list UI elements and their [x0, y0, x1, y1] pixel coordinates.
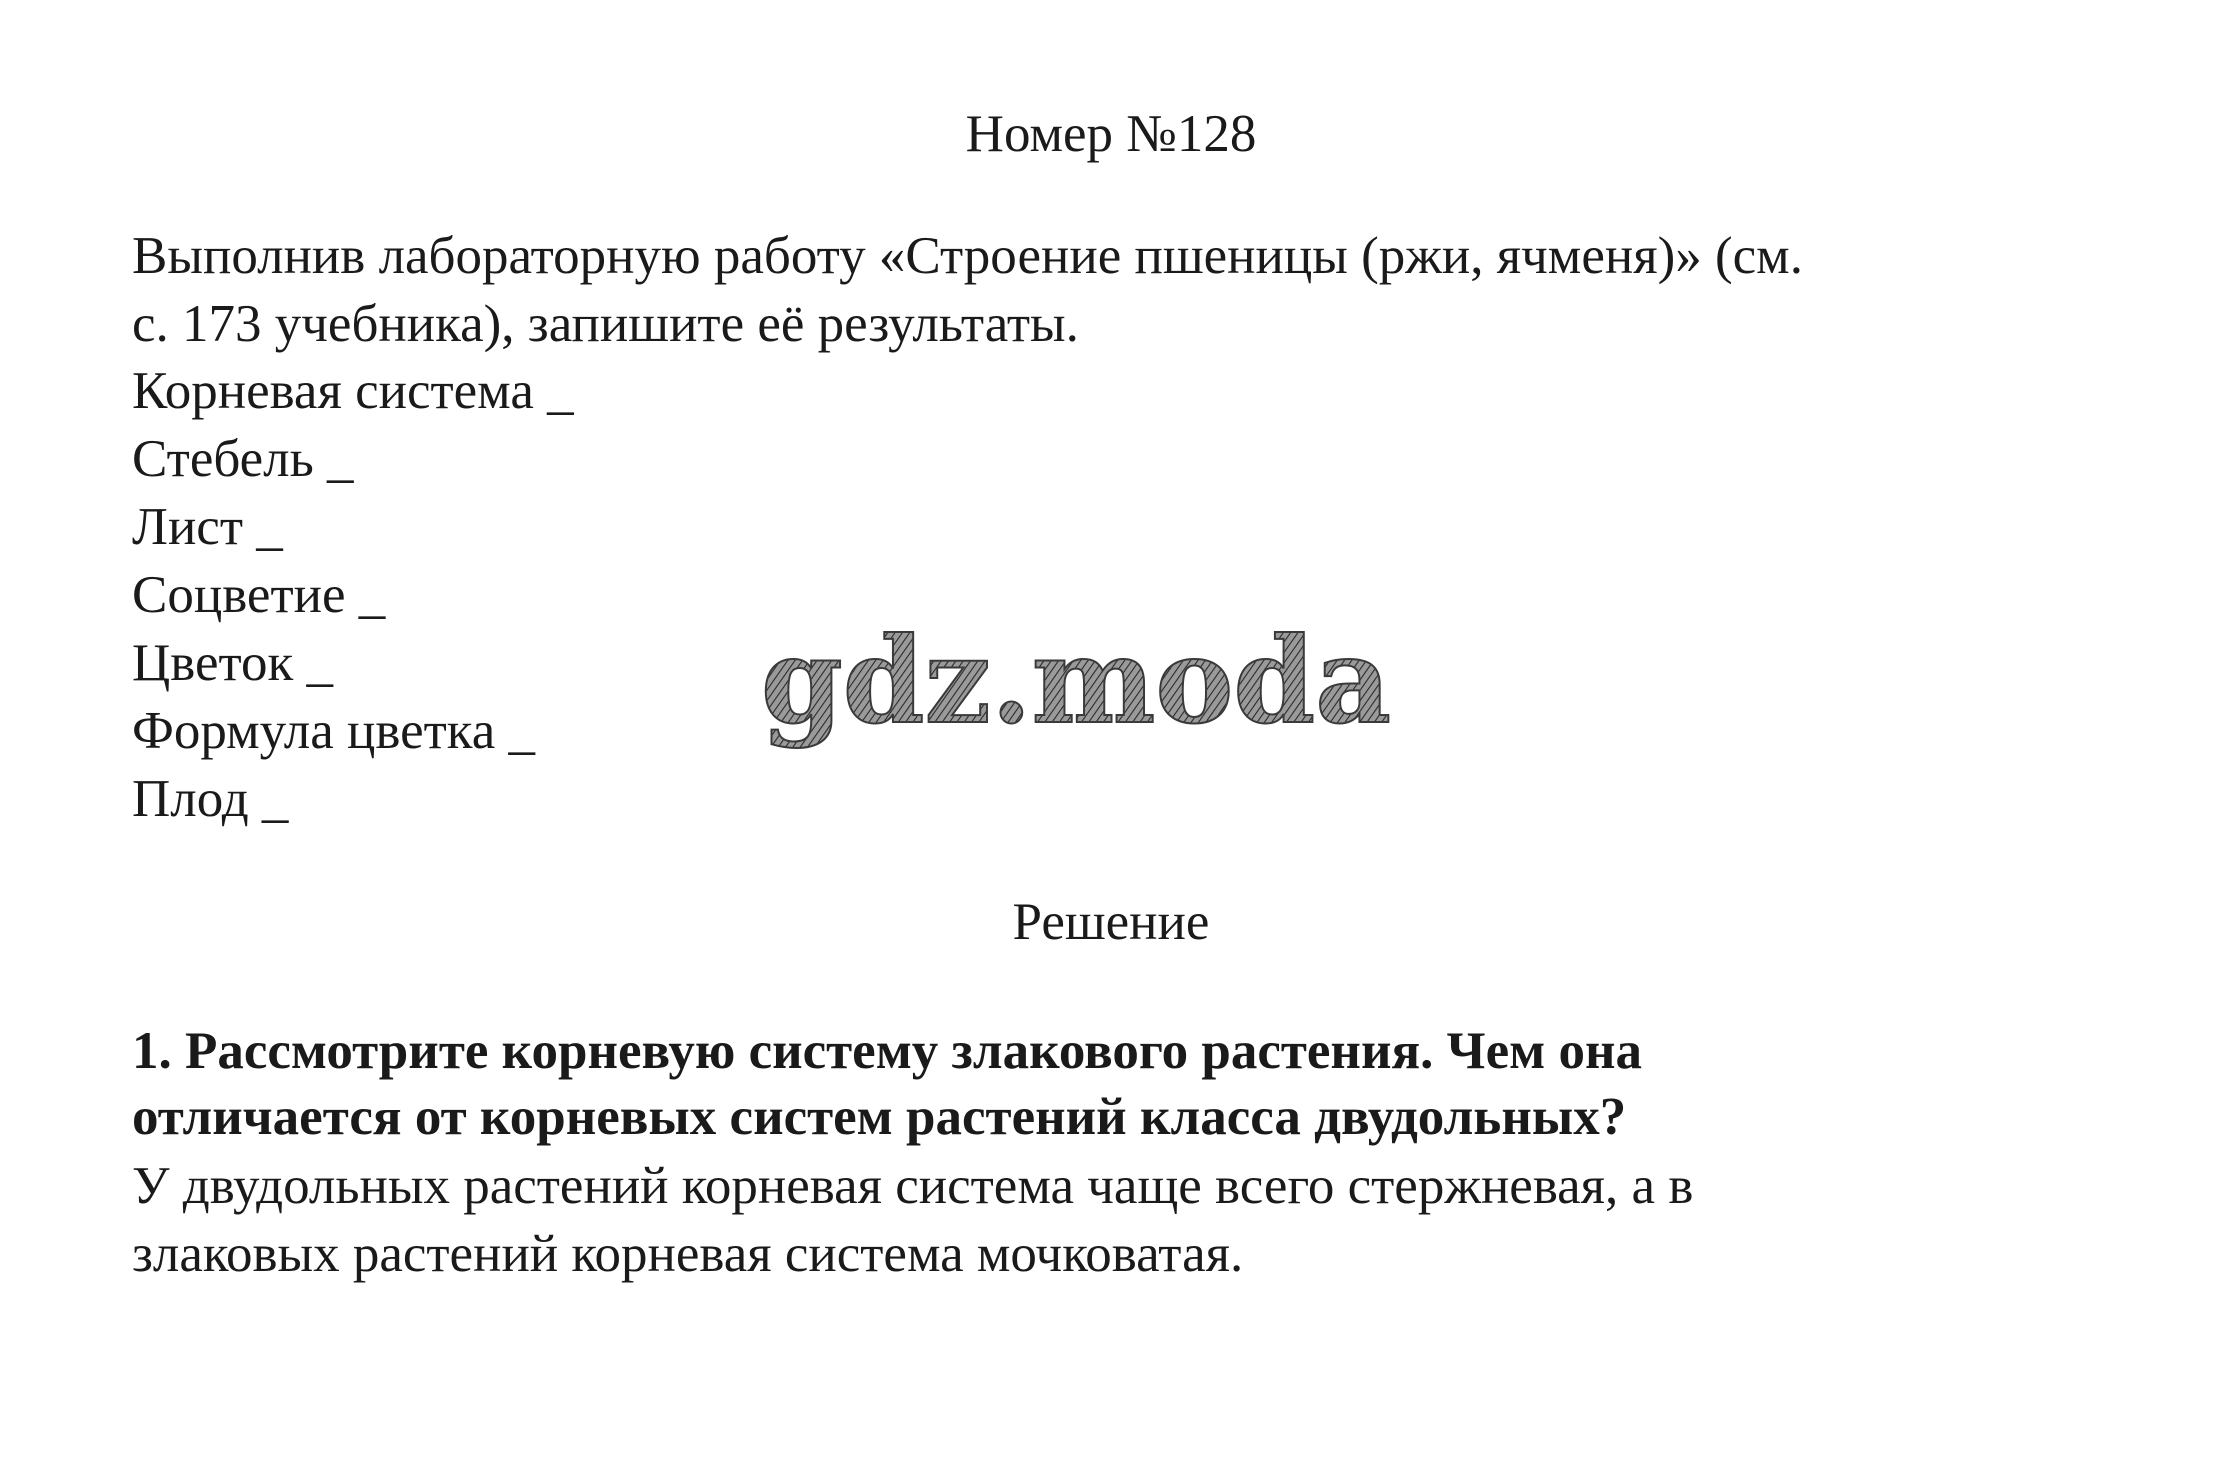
- page-title: Номер №128: [965, 105, 1257, 163]
- solution-heading: Решение: [1012, 893, 1210, 951]
- task-text: [132, 222, 2112, 358]
- answer-line-2: злаковых растений корневая система мочковатая.: [132, 1225, 1244, 1283]
- field-flower-formula: Формула цветка _: [132, 702, 535, 760]
- field-fruit: Плод _: [132, 770, 289, 828]
- watermark-logo: [755, 612, 1405, 782]
- field-stem: Стебель _: [132, 430, 354, 488]
- question-line-2: отличается от корневых систем растений класса двудольных?: [132, 1088, 1627, 1146]
- field-flower: Цветок _: [132, 634, 333, 692]
- answer-text: [132, 1152, 2112, 1288]
- field-leaf: Лист _: [132, 498, 283, 556]
- field-inflorescence: Соцветие _: [132, 566, 386, 624]
- question-text: [132, 1018, 2112, 1150]
- question-line-1: 1. Рассмотрите корневую систему злакового растения. Чем она: [132, 1022, 1642, 1080]
- task-line-2: с. 173 учебника), запишите её результаты.: [132, 295, 1079, 353]
- field-root-system: Корневая система _: [132, 362, 574, 420]
- task-line-1: Выполнив лабораторную работу «Строение пшеницы (ржи, ячменя)» (см.: [132, 227, 1803, 285]
- watermark-text: gdz.moda: [761, 612, 1391, 750]
- answer-line-1: У двудольных растений корневая система чаще всего стержневая, а в: [132, 1157, 1694, 1215]
